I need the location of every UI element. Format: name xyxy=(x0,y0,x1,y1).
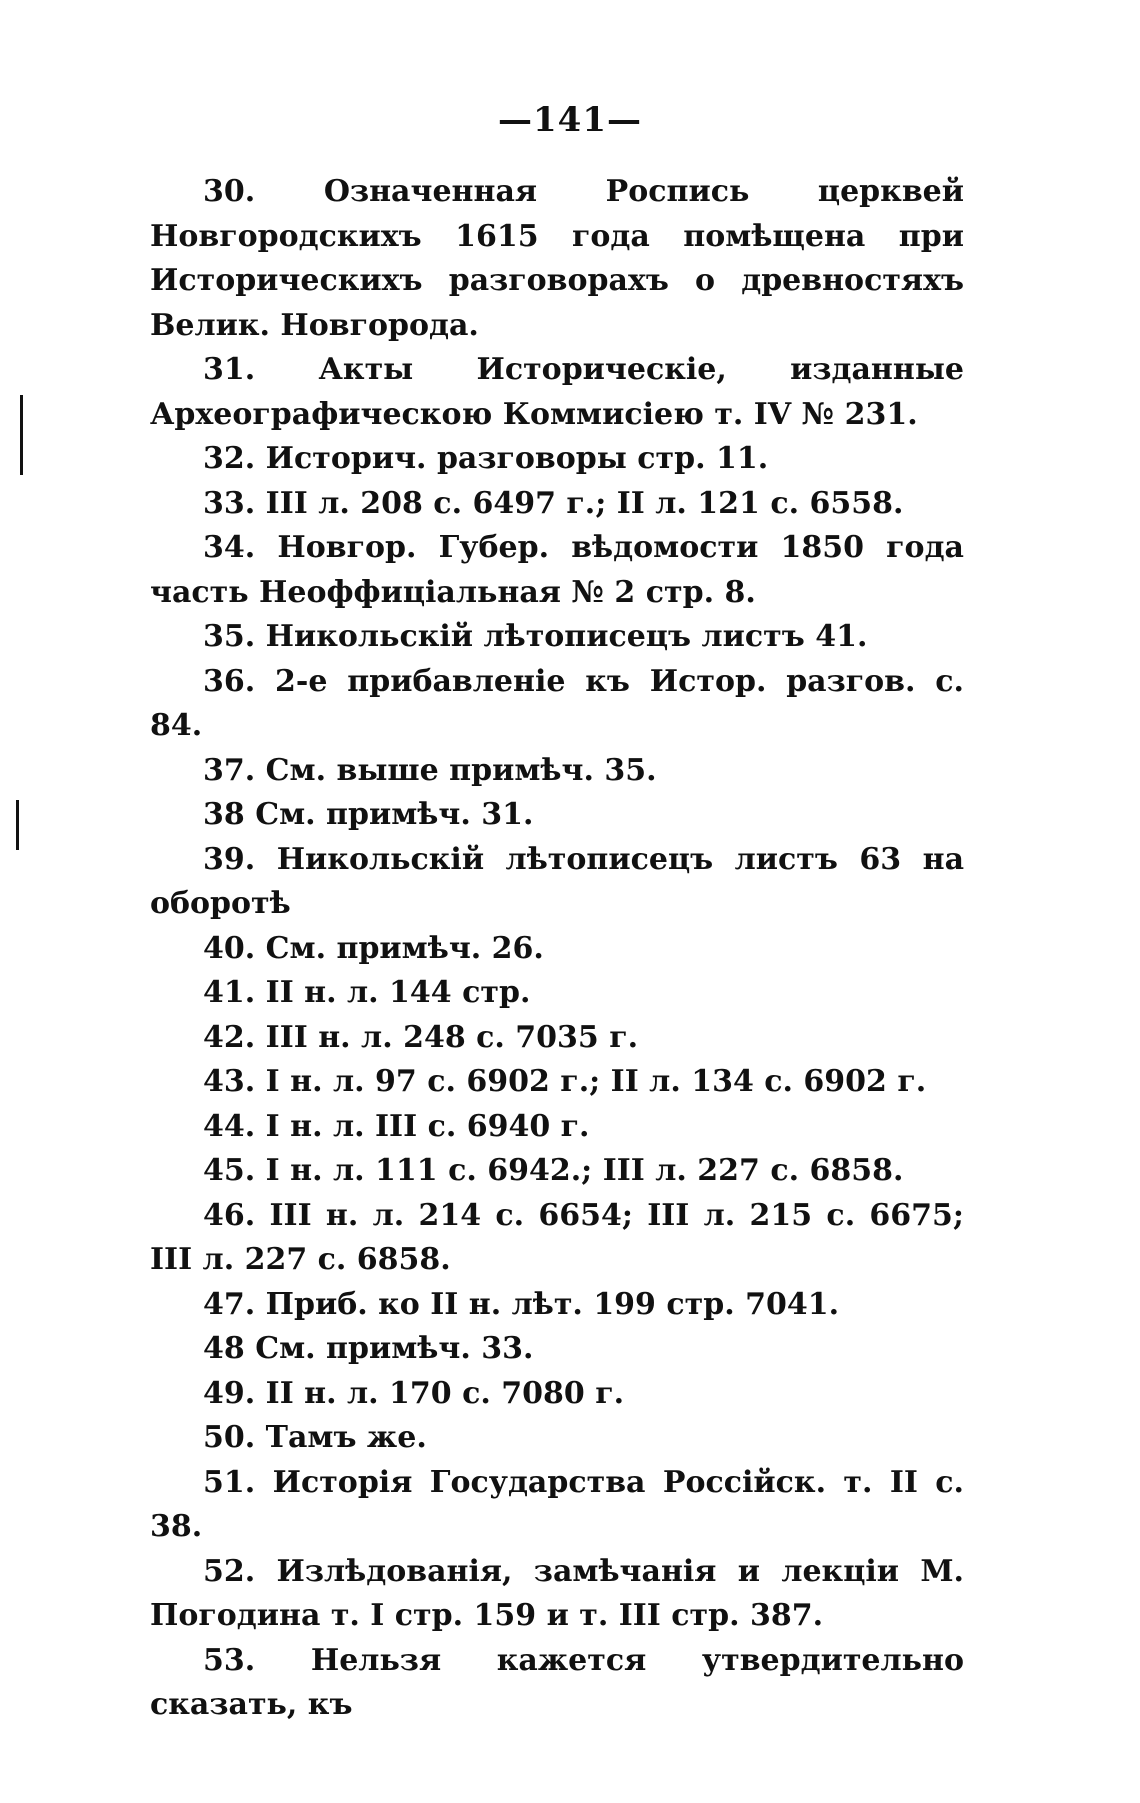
endnote xyxy=(150,1060,964,1105)
endnote-number: 46. xyxy=(203,1197,256,1233)
endnote-number: 45. xyxy=(203,1153,256,1188)
margin-mark xyxy=(20,395,23,475)
endnote-number: 49. xyxy=(203,1375,256,1411)
endnote xyxy=(150,526,964,615)
endnote-text: Историч. разговоры стр. 11. xyxy=(265,441,769,476)
endnote-number: 39. xyxy=(203,841,256,877)
endnote-text: См. примѣч. 31. xyxy=(255,797,534,832)
endnote xyxy=(150,1105,964,1150)
endnote xyxy=(150,660,964,749)
endnote-text: II н. л. 170 с. 7080 г. xyxy=(265,1375,625,1411)
endnote-text: Тамъ же. xyxy=(265,1420,427,1455)
endnote-text: Излѣдованія, замѣчанія и лекціи М. Погодина т. I стр. 159 и т. III стр. 387. xyxy=(150,1553,964,1633)
endnote-number: 51. xyxy=(203,1464,256,1500)
endnote-number: 30. xyxy=(203,174,256,209)
endnote-text: Никольскій лѣтописецъ листъ 41. xyxy=(265,619,868,654)
endnote xyxy=(150,1149,964,1194)
endnote xyxy=(150,1016,964,1061)
endnote xyxy=(150,1283,964,1328)
endnote xyxy=(150,1194,964,1283)
endnote xyxy=(150,615,964,660)
endnote-number: 32. xyxy=(203,441,256,476)
endnote-number: 44. xyxy=(203,1108,256,1144)
endnote xyxy=(150,927,964,972)
endnote-text: Исторія Государства Россійск. т. II с. 38. xyxy=(150,1464,964,1544)
endnote-number: 31. xyxy=(203,352,256,387)
endnote-number: 36. xyxy=(203,663,256,699)
endnote-number: 38 xyxy=(203,797,245,832)
endnote-number: 34. xyxy=(203,530,256,565)
endnote-number: 35. xyxy=(203,619,256,654)
endnote-number: 42. xyxy=(203,1019,256,1055)
endnote-text: II н. л. 144 стр. xyxy=(265,975,531,1010)
endnote xyxy=(150,793,964,838)
endnote-text: III л. 208 с. 6497 г.; II л. 121 с. 6558. xyxy=(265,485,904,521)
endnote xyxy=(150,1327,964,1372)
margin-mark xyxy=(16,800,19,850)
endnote-text: См. примѣч. 26. xyxy=(265,930,544,966)
endnote-text: I н. л. 111 с. 6942.; III л. 227 с. 6858. xyxy=(265,1153,904,1188)
endnote-text: Акты Историческіе, изданные Археографическою Коммисіею т. IV № 231. xyxy=(150,352,964,432)
endnote-number: 53. xyxy=(203,1642,256,1678)
endnote xyxy=(150,482,964,527)
endnote-number: 41. xyxy=(203,975,256,1010)
endnote xyxy=(150,1461,964,1550)
endnote-number: 47. xyxy=(203,1286,256,1322)
endnote xyxy=(150,749,964,794)
endnote xyxy=(150,971,964,1016)
endnote xyxy=(150,1416,964,1461)
endnote-text: См. примѣч. 33. xyxy=(255,1331,534,1366)
endnote-text: Означенная Роспись церквей Новгородскихъ 1615 года помѣщена при Историческихъ разговорахъ о древностяхъ Велик. Новгорода. xyxy=(150,174,964,343)
endnote xyxy=(150,437,964,482)
page-number: —141— xyxy=(498,100,642,140)
endnotes-list xyxy=(150,170,964,1728)
endnote xyxy=(150,348,964,437)
endnote-number: 52. xyxy=(203,1553,256,1589)
endnote-number: 50. xyxy=(203,1420,256,1455)
endnote xyxy=(150,1639,964,1728)
endnote-number: 40. xyxy=(203,930,256,966)
endnote xyxy=(150,1550,964,1639)
endnote-number: 33. xyxy=(203,485,256,521)
endnote-number: 48 xyxy=(203,1331,245,1366)
endnote-text: Приб. ко II н. лѣт. 199 стр. 7041. xyxy=(265,1286,840,1322)
endnote-text: III н. л. 214 с. 6654; III л. 215 с. 6675; III л. 227 с. 6858. xyxy=(150,1197,964,1277)
endnote-text: I н. л. 97 с. 6902 г.; II л. 134 с. 6902 г. xyxy=(265,1064,927,1099)
endnote-number: 43. xyxy=(203,1064,256,1099)
endnote-text: Никольскій лѣтописецъ листъ 63 на оборотѣ xyxy=(150,841,965,921)
endnote-text: Нельзя кажется утвердительно сказать, къ xyxy=(150,1642,965,1722)
endnote-text: I н. л. III с. 6940 г. xyxy=(265,1108,590,1144)
endnote xyxy=(150,170,964,348)
endnote-text: См. выше примѣч. 35. xyxy=(265,752,657,788)
endnote xyxy=(150,1372,964,1417)
endnote-number: 37. xyxy=(203,752,256,788)
endnote-text: Новгор. Губер. вѣдомости 1850 года часть Неоффиціальная № 2 стр. 8. xyxy=(150,530,964,610)
endnote-text: III н. л. 248 с. 7035 г. xyxy=(265,1019,639,1055)
endnote xyxy=(150,838,964,927)
endnote-text: 2-е прибавленіе къ Истор. разгов. с. 84. xyxy=(150,663,964,743)
